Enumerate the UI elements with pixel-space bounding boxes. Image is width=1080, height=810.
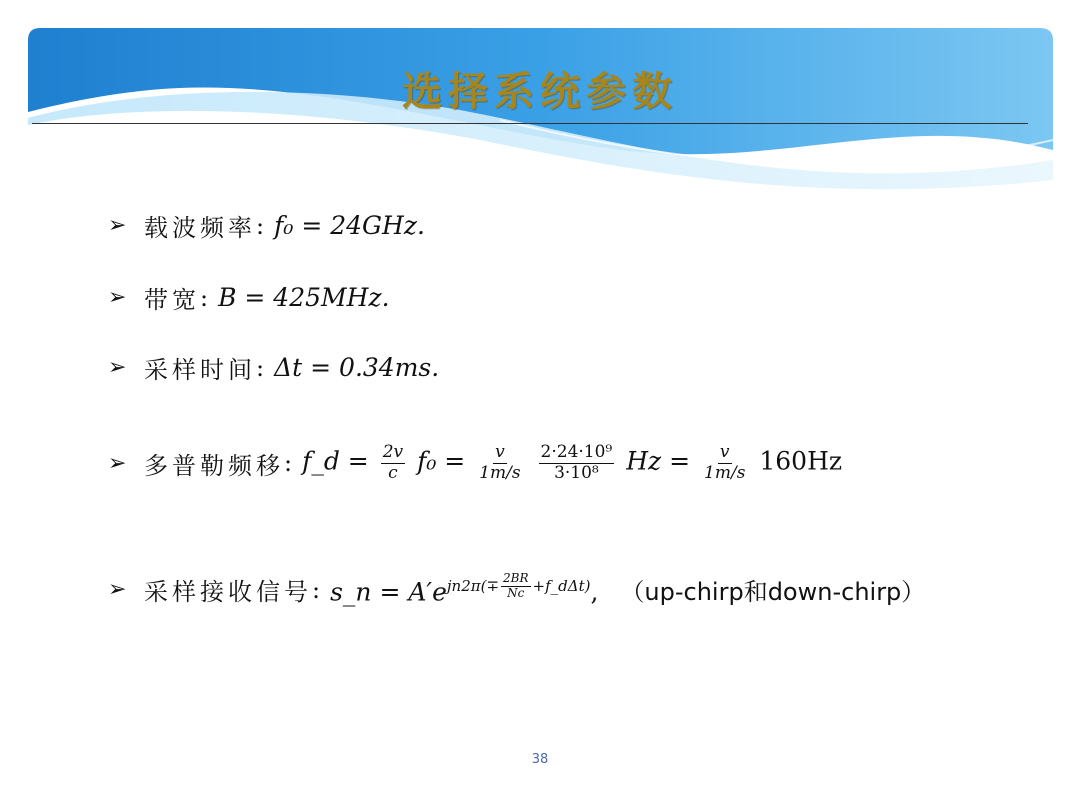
fraction-numerator: 2·24·10⁹ [540,442,613,462]
list-item-bandwidth [108,280,390,315]
fraction-denominator: Nc [507,585,525,600]
item-label: 采样接收信号 [144,578,312,606]
fraction [477,443,522,483]
doppler-mid: f₀ = [417,446,466,476]
fraction-denominator: 1m/s [704,462,746,483]
item-label: 载波频率 [144,214,256,242]
exponent-suffix: +f_dΔt) [532,577,591,596]
fraction-denominator: 3·10⁸ [554,462,599,483]
list-item-sampling [108,350,439,385]
arrow-bullet-icon: ➢ [108,213,127,238]
fraction-numerator: v [495,442,505,462]
bandwidth-formula: B = 425MHz. [218,283,390,312]
doppler-result: 160Hz [759,446,843,476]
arrow-bullet-icon: ➢ [108,285,127,310]
fraction [381,443,405,483]
list-item-doppler [108,443,842,483]
slide-title: 选择系统参数 [402,68,678,115]
page-number: 38 [531,752,549,767]
fraction [539,443,615,483]
doppler-lhs: f_d = [302,446,369,476]
formula-comma: , [590,577,599,607]
item-label: 带宽 [144,286,200,314]
signal-lhs: s_n = A′e [330,577,447,607]
item-label: 多普勒频移 [144,451,284,480]
item-colon: : [284,449,293,478]
arrow-bullet-icon: ➢ [108,450,127,476]
doppler-mid: Hz = [626,446,691,476]
item-label: 采样时间 [144,356,256,384]
fraction-numerator: v [719,442,730,462]
title-divider [32,123,1028,124]
arrow-bullet-icon: ➢ [108,355,127,380]
fraction [702,443,747,483]
signal-exponent [447,572,591,601]
fraction-denominator: c [388,462,398,483]
sampling-formula: Δt = 0.34ms. [274,353,440,382]
item-colon: : [256,211,265,240]
list-item-carrier [108,208,425,243]
item-colon: : [200,283,209,312]
fraction-numerator: 2v [382,442,404,462]
carrier-formula: f₀ = 24GHz. [274,211,425,240]
fraction-numerator: 2BR [503,571,529,586]
doppler-formula [302,443,842,483]
received-signal-formula [330,572,598,607]
fraction-denominator: 1m/s [479,462,521,483]
arrow-bullet-icon: ➢ [108,577,127,602]
item-colon: : [312,575,321,604]
exponent-prefix: jn2π(∓ [446,577,500,596]
list-item-received-signal [108,572,925,607]
item-colon: : [256,353,265,382]
chirp-note: （up-chirp和down-chirp） [620,578,926,606]
fraction [501,572,531,601]
